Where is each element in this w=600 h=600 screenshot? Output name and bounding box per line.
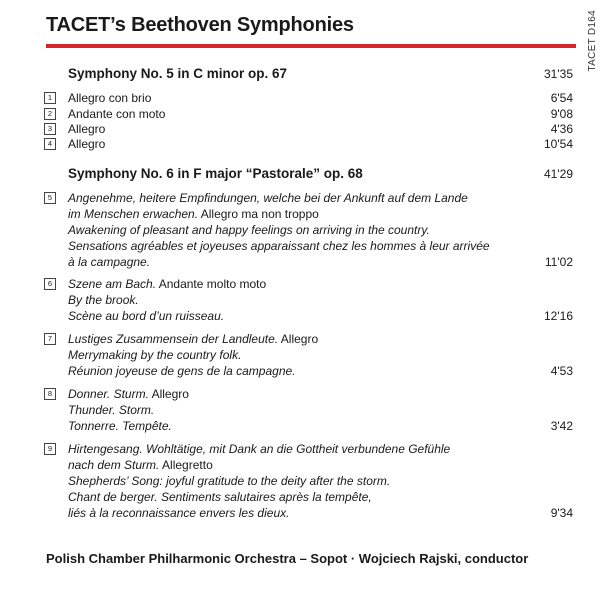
track-title-french: liés à la reconnaissance envers les dieux. [68, 506, 290, 520]
track-number: 6 [44, 278, 56, 290]
page-title: TACET’s Beethoven Symphonies [46, 14, 354, 36]
track-title-french: Scène au bord d’un ruisseau. [68, 309, 225, 323]
track-number: 7 [44, 333, 56, 345]
track-title-german: nach dem Sturm. [68, 458, 160, 472]
track-title: Allegro [68, 137, 106, 151]
track-title-german: im Menschen erwachen. [68, 207, 199, 221]
track-title-german: Angenehme, heitere Empfindungen, welche bei der Ankunft auf dem Lande [68, 191, 468, 205]
catalog-number: TACET D164 [587, 10, 598, 72]
track-number: 8 [44, 388, 56, 400]
track-title-english: Merrymaking by the country folk. [68, 348, 242, 362]
track-title-french: à la campagne. [68, 255, 151, 269]
track-number: 5 [44, 192, 56, 204]
track-time: 12'16 [544, 309, 573, 323]
track-title-english: Thunder. Storm. [68, 403, 155, 417]
track-time: 4'36 [550, 122, 573, 136]
track-title-german: Hirtengesang. Wohltätige, mit Dank an die Gottheit verbundene Gefühle [68, 442, 451, 456]
track-title: Andante con moto [68, 107, 166, 121]
track-tempo: Allegro ma non troppo [198, 207, 319, 221]
track-time: 4'53 [550, 364, 573, 378]
symphony-6-heading: Symphony No. 6 in F major “Pastorale” op. 68 [68, 166, 363, 181]
track-tempo: Allegro [148, 387, 189, 401]
track-title-german: Szene am Bach. [68, 277, 157, 291]
track-number: 1 [44, 92, 56, 104]
symphony-5-heading: Symphony No. 5 in C minor op. 67 [68, 66, 288, 81]
track-title-french: Chant de berger. Sentiments salutaires après la tempête, [68, 490, 372, 504]
track-number: 2 [44, 108, 56, 120]
track-time: 10'54 [544, 137, 573, 151]
track-title-english: By the brook. [68, 293, 139, 307]
track-number: 4 [44, 138, 56, 150]
track-tempo: Andante molto moto [156, 277, 267, 291]
track-time: 9'34 [550, 506, 573, 520]
track-time: 11'02 [544, 255, 573, 269]
track-title-german: Donner. Sturm. [68, 387, 149, 401]
track-title-german: Lustiges Zusammensein der Landleute. [68, 332, 279, 346]
track-tempo: Allegro [278, 332, 319, 346]
track-title-french: Sensations agréables et joyeuses apparaissant chez les hommes à leur arrivée [68, 239, 490, 253]
track-title-english: Shepherds’ Song: joyful gratitude to the deity after the storm. [68, 474, 391, 488]
track-title-french: Réunion joyeuse de gens de la campagne. [68, 364, 296, 378]
track-title: Allegro con brio [68, 91, 152, 105]
performer-credit: Polish Chamber Philharmonic Orchestra – Sopot · Wojciech Rajski, conductor [46, 551, 529, 566]
track-number: 9 [44, 443, 56, 455]
track-title-french: Tonnerre. Tempête. [68, 419, 172, 433]
track-title: Allegro [68, 122, 106, 136]
track-tempo: Allegretto [159, 458, 213, 472]
track-time: 3'42 [550, 419, 573, 433]
symphony-6-time: 41'29 [544, 167, 573, 181]
symphony-5-time: 31'35 [544, 67, 573, 81]
title-rule [46, 44, 576, 48]
track-time: 9'08 [550, 107, 573, 121]
track-number: 3 [44, 123, 56, 135]
track-time: 6'54 [550, 91, 573, 105]
track-title-english: Awakening of pleasant and happy feelings on arriving in the country. [68, 223, 430, 237]
